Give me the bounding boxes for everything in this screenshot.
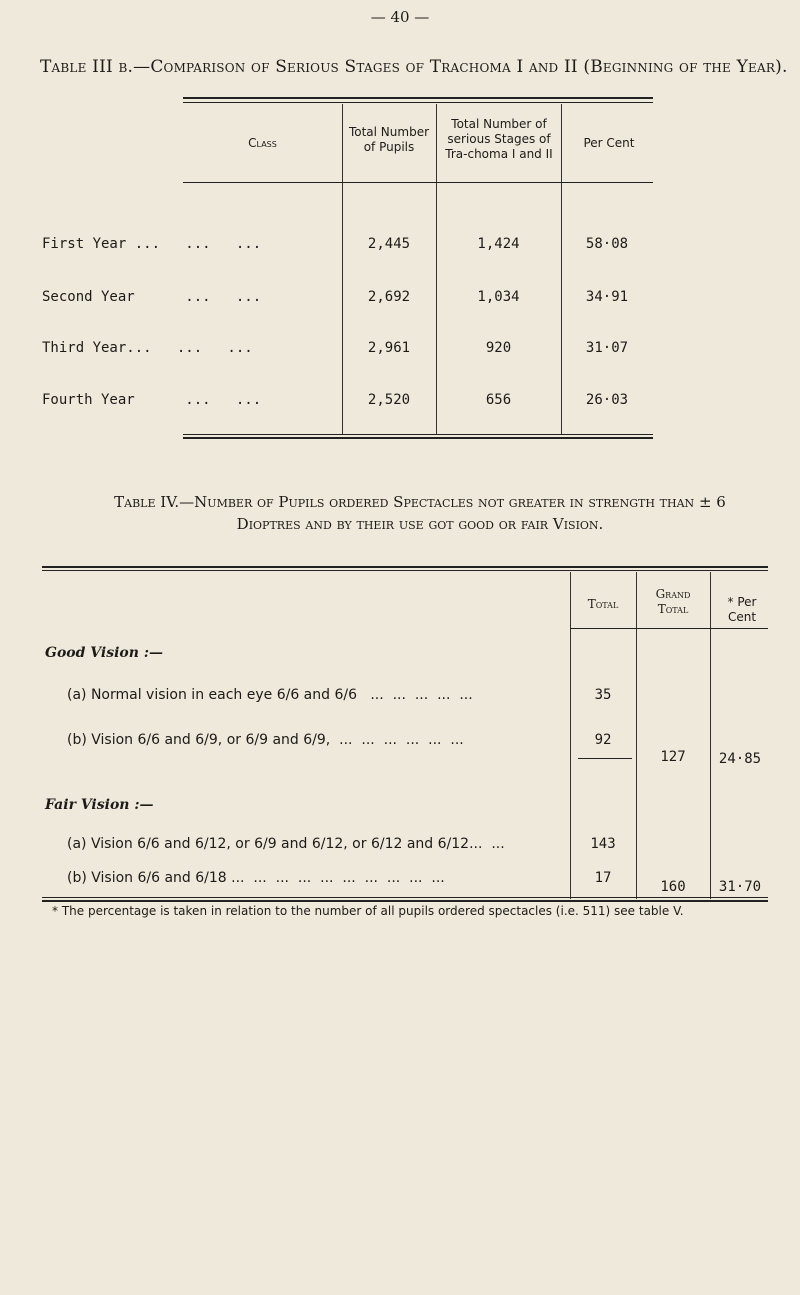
table3-header-percent: Per Cent [583,136,635,150]
table3-cell-percent: 31·07 [585,340,629,356]
good-vision-item-total: 92 [594,732,612,748]
table4-header-grand-total: Grand Total [655,587,691,616]
table3-top-rule [183,97,653,99]
good-vision-grand-total: 127 [660,749,686,765]
good-vision-heading: Good Vision :— [45,645,163,661]
good-vision-item: (b) Vision 6/6 and 6/9, or 6/9 and 6/9, ... ... ... ... ... ... [67,732,464,748]
table4-title-line2: Dioptres and by their use got good or fair Vision. [236,515,604,533]
fair-vision-percent: 31·70 [718,879,762,895]
table3-cell-serious: 1,424 [477,236,520,252]
table4-header-percent: * Per Cent [727,595,757,624]
table3-top-rule-thin [183,102,653,103]
fair-vision-item-total: 143 [590,836,616,852]
good-vision-item: (a) Normal vision in each eye 6/6 and 6/6 ... ... ... ... ... [67,687,473,703]
table4-top-rule [42,566,768,568]
table4-title [40,491,800,535]
table4-col-divider [636,572,637,899]
table4-footnote: * The percentage is taken in relation to the number of all pupils ordered spectacles (i.e. 511) see table V. [52,904,684,918]
fair-vision-grand-total: 160 [660,879,686,895]
fair-vision-item: (a) Vision 6/6 and 6/12, or 6/9 and 6/12, or 6/12 and 6/12... ... [67,836,505,852]
table3-row-label: Third Year... ... ... [42,340,253,356]
table3-cell-pupils: 2,692 [367,289,411,305]
good-vision-percent: 24·85 [718,751,762,767]
good-vision-subtotal-rule [578,758,632,759]
table3-header-serious: Total Number of serious Stages of Tra-choma I and II [445,117,553,161]
page-number: — 40 — [370,8,430,26]
table3-row-label: Fourth Year ... ... [42,392,262,408]
table4-title-line1: Table IV.—Number of Pupils ordered Spectacles not greater in strength than ± 6 [114,493,726,511]
table3-cell-serious: 1,034 [477,289,520,305]
table4-top-rule-thin [42,570,768,571]
fair-vision-item: (b) Vision 6/6 and 6/18 ... ... ... ... ... ... ... ... ... ... [67,870,445,886]
table3-bottom-rule [183,434,653,435]
table4-header-rule [570,628,768,629]
table4-bottom-rule [42,897,768,898]
table3-col-divider [561,104,562,434]
table3-cell-percent: 34·91 [585,289,629,305]
table3-header-total-pupils: Total Number of Pupils [348,125,430,154]
table3-row-label: First Year ... ... ... [42,236,262,252]
table3-header-rule [183,182,653,183]
table4-bottom-rule-thick [42,900,768,902]
table3-cell-serious: 920 [485,340,512,356]
fair-vision-heading: Fair Vision :— [45,797,154,813]
table3-cell-pupils: 2,961 [367,340,411,356]
table3-bottom-rule-thick [183,437,653,439]
table4-header-total: Total [587,597,619,611]
table3-col-divider [436,104,437,434]
table3-col-divider [342,104,343,434]
table3-cell-pupils: 2,520 [367,392,411,408]
table4-col-divider [710,572,711,899]
good-vision-item-total: 35 [594,687,612,703]
table3-header-class: Class [248,136,277,150]
table3-title: Table III b.—Comparison of Serious Stages of Trachoma I and II (Beginning of the Year). [40,57,788,77]
table3-row-label: Second Year ... ... [42,289,262,305]
table3-cell-serious: 656 [485,392,512,408]
table3-cell-percent: 58·08 [585,236,629,252]
table3-cell-percent: 26·03 [585,392,629,408]
table3-cell-pupils: 2,445 [367,236,411,252]
fair-vision-item-total: 17 [594,870,612,886]
